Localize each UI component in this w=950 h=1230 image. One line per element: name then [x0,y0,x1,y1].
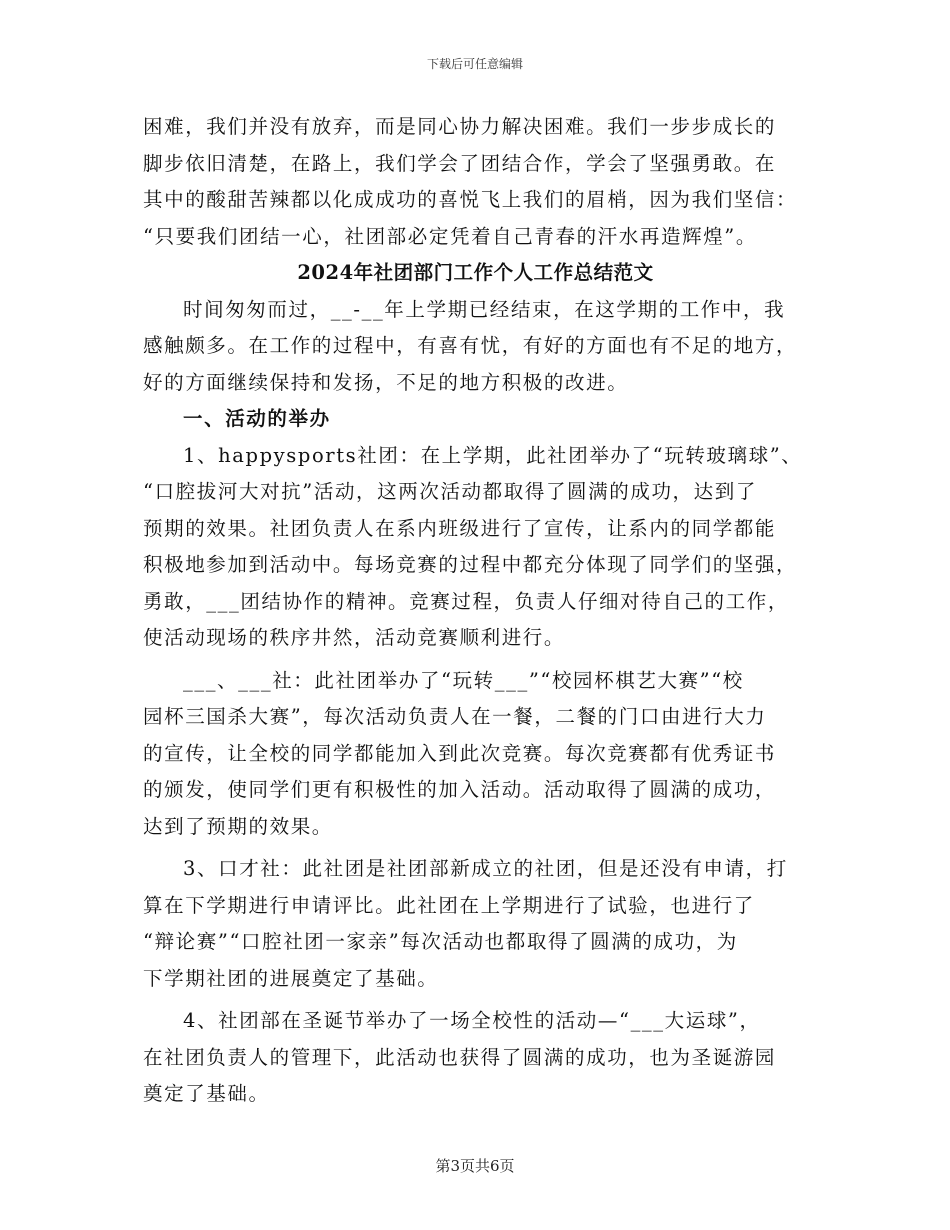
text-line: 预期的效果。社团负责人在系内班级进行了宣传，让系内的同学都能 [143,516,777,540]
text-line: 使活动现场的秩序井然，活动竞赛顺利进行。 [143,626,566,649]
text-line: 4、社团部在圣诞节举办了一场全校性的活动—“___大运球”， [183,1009,761,1032]
text-line: 达到了预期的效果。 [143,814,333,838]
paragraph-item-4 [143,1003,808,1113]
text-line: 在社团负责人的管理下，此活动也获得了圆满的成功，也为圣诞游园 [143,1045,777,1069]
text-line: 脚步依旧清楚，在路上，我们学会了团结合作，学会了坚强勇敢。在 [143,151,777,175]
text-line: “辩论赛”“口腔社团一家亲”每次活动也都取得了圆满的成功，为 [143,930,738,953]
text-line: “口腔拔河大对抗”活动，这两次活动都取得了圆满的成功，达到了 [143,480,757,503]
paragraph-item-1 [143,438,808,657]
document-title: 2024年社团部门工作个人工作总结范文 [297,261,654,284]
paragraph-item-3 [143,851,808,997]
page-header-note: 下载后可任意编辑 [426,57,523,71]
text-line: 困难，我们并没有放弃，而是同心协力解决困难。我们一步步成长的 [143,115,777,138]
text-line: 时间匆匆而过，__-__年上学期已经结束，在这学期的工作中，我 [183,297,786,321]
text-line: 好的方面继续保持和发扬，不足的地方积极的改进。 [143,370,629,394]
paragraph-opening [143,292,808,402]
text-line: 其中的酸甜苦辣都以化成成功的喜悦飞上我们的眉梢，因为我们坚信： [143,188,798,211]
intro-paragraph [143,109,808,255]
document-body [143,109,808,1113]
text-line: 积极地参加到活动中。每场竞赛的过程中都充分体现了同学们的坚强， [143,553,798,576]
text-line: 园杯三国杀大赛”，每次活动负责人在一餐，二餐的门口由进行大力 [143,705,767,728]
text-line: 1、happysports社团：在上学期，此社团举办了“玩转玻璃球”、 [183,443,803,467]
text-line: 下学期社团的进展奠定了基础。 [143,966,439,990]
text-line: 3、口才社：此社团是社团部新成立的社团，但是还没有申请，打 [183,857,788,880]
text-line: 勇敢，___团结协作的精神。竞赛过程，负责人仔细对待自己的工作， [143,589,789,613]
paragraph-item-2 [143,663,808,846]
page-number-footer: 第3页共6页 [435,1157,515,1175]
text-line: 的颁发，使同学们更有积极性的加入活动。活动取得了圆满的成功， [143,778,777,801]
text-line: ___、___社：此社团举办了“玩转___”“校园杯棋艺大赛”“校 [183,668,744,692]
text-line: 奠定了基础。 [143,1082,270,1105]
text-line: 的宣传，让全校的同学都能加入到此次竞赛。每次竞赛都有优秀证书 [143,741,777,765]
text-line: “只要我们团结一心，社团部必定凭着自己青春的汗水再造辉煌”。 [143,224,757,248]
text-line: 算在下学期进行申请评比。此社团在上学期进行了试验，也进行了 [143,893,755,917]
section-heading: 一、活动的举办 [183,407,331,430]
text-line: 感触颇多。在工作的过程中，有喜有忧，有好的方面也有不足的地方， [143,334,798,357]
